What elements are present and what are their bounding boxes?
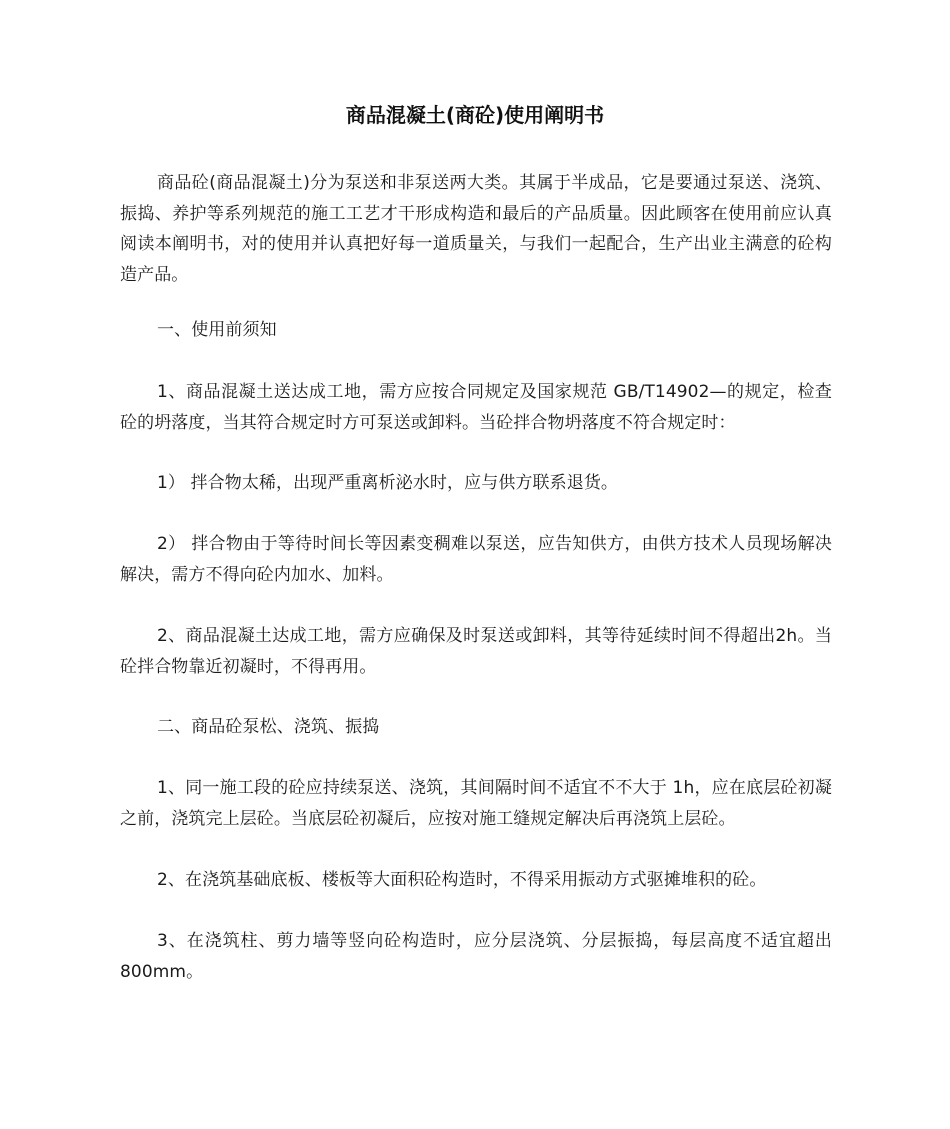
paragraph-item-1-sub-2: 2） 拌合物由于等待时间长等因素变稠难以泵送，应告知供方，由供方技术人员现场解决解决，需方不得向砼内加水、加料。 — [120, 534, 832, 585]
paragraph-item-1: 1、商品混凝土送达成工地，需方应按合同规定及国家规范 GB/T14902—的规定，检查砼的坍落度，当其符合规定时方可泵送或卸料。当砼拌合物坍落度不符合规定时： — [120, 382, 832, 433]
section-heading-before-use: 一、使用前须知 — [157, 320, 277, 340]
intro-paragraph: 商品砼(商品混凝土)分为泵送和非泵送两大类。其属于半成品，它是要通过泵送、浇筑、振捣、养护等系列规范的施工工艺才干形成构造和最后的产品质量。因此顾客在使用前应认真阅读本阐明书，对的使用并认真把好每一道质量关，与我们一起配合，生产出业主满意的砼构造产品。 — [120, 173, 832, 285]
section-heading-pumping-pouring: 二、商品砼泵松、浇筑、振捣 — [157, 717, 380, 737]
paragraph-pouring-item-1: 1、同一施工段的砼应持续泵送、浇筑，其间隔时间不适宜不不大于 1h，应在底层砼初凝之前，浇筑完上层砼。当底层砼初凝后，应按对施工缝规定解决后再浇筑上层砼。 — [120, 778, 832, 829]
paragraph-pouring-item-3: 3、在浇筑柱、剪力墙等竖向砼构造时，应分层浇筑、分层振捣，每层高度不适宜超出 800mm。 — [120, 931, 832, 982]
paragraph-item-1-sub-1: 1） 拌合物太稀，出现严重离析泌水时，应与供方联系退货。 — [157, 473, 619, 493]
paragraph-item-2: 2、商品混凝土达成工地，需方应确保及时泵送或卸料，其等待延续时间不得超出2h。当砼拌合物靠近初凝时，不得再用。 — [120, 626, 832, 677]
paragraph-pouring-item-2: 2、在浇筑基础底板、楼板等大面积砼构造时，不得采用振动方式驱摊堆积的砼。 — [157, 870, 767, 890]
document-title: 商品混凝土(商砼)使用阐明书 — [345, 103, 605, 127]
